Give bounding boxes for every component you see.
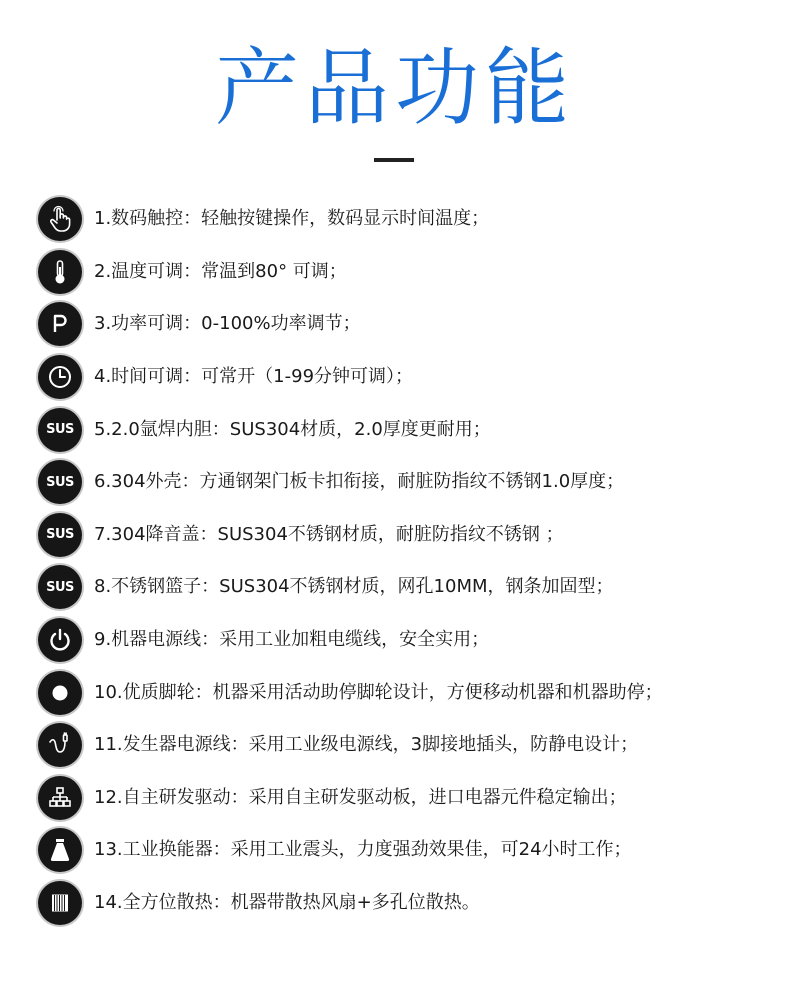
feature-text: 13.工业换能器：采用工业震头，力度强劲效果佳，可24小时工作； xyxy=(94,839,632,861)
flask-icon xyxy=(38,828,82,872)
sus-icon xyxy=(38,513,82,557)
feature-text: 7.304降音盖：SUS304不锈钢材质，耐脏防指纹不锈钢 ； xyxy=(94,523,564,545)
network-icon xyxy=(38,776,82,820)
sus-icon xyxy=(38,408,82,452)
wheel-icon xyxy=(38,671,82,715)
feature-item-liner xyxy=(36,403,776,456)
feature-list xyxy=(36,193,776,929)
feature-item-power-cord xyxy=(36,614,776,667)
sus-icon xyxy=(38,565,82,609)
hand-touch-icon xyxy=(38,197,82,241)
sus-badge-text: SUS xyxy=(46,527,74,543)
thermometer-icon xyxy=(38,250,82,294)
feature-text: 1.数码触控：轻触按键操作，数码显示时间温度； xyxy=(94,208,490,230)
feature-item-lid xyxy=(36,509,776,562)
power-button-icon xyxy=(38,618,82,662)
feature-item-temperature xyxy=(36,246,776,299)
feature-item-transducer xyxy=(36,824,776,877)
page-title: 产品功能 xyxy=(214,39,575,137)
feature-text: 14.全方位散热：机器带散热风扇+多孔位散热。 xyxy=(94,892,480,914)
feature-text: 12.自主研发驱动：采用自主研发驱动板，进口电器元件稳定输出； xyxy=(94,786,627,808)
feature-text: 5.2.0氩焊内胆：SUS304材质，2.0厚度更耐用； xyxy=(94,418,491,440)
feature-text: 3.功率可调：0-100%功率调节； xyxy=(94,313,361,335)
feature-text: 10.优质脚轮：机器采用活动助停脚轮设计，方便移动机器和机器助停； xyxy=(94,681,663,703)
feature-item-touch xyxy=(36,193,776,246)
feature-item-driver xyxy=(36,772,776,825)
feature-text: 11.发生器电源线：采用工业级电源线，3脚接地插头，防静电设计； xyxy=(94,734,639,756)
sus-badge-text: SUS xyxy=(46,474,74,490)
feature-item-casters xyxy=(36,666,776,719)
sus-icon xyxy=(38,460,82,504)
feature-item-shell xyxy=(36,456,776,509)
clock-icon xyxy=(38,355,82,399)
feature-text: 9.机器电源线：采用工业加粗电缆线，安全实用； xyxy=(94,629,490,651)
feature-text: 2.温度可调：常温到80° 可调； xyxy=(94,260,347,282)
fan-grille-icon xyxy=(38,881,82,925)
feature-item-time xyxy=(36,351,776,404)
sus-badge-text: SUS xyxy=(46,579,74,595)
feature-item-basket xyxy=(36,561,776,614)
feature-item-cooling xyxy=(36,877,776,930)
feature-item-power xyxy=(36,298,776,351)
power-p-icon xyxy=(38,302,82,346)
feature-text: 6.304外壳：方通钢架门板卡扣衔接，耐脏防指纹不锈钢1.0厚度； xyxy=(94,471,625,493)
title-underline xyxy=(374,158,414,162)
feature-text: 8.不锈钢篮子：SUS304不锈钢材质，网孔10MM，钢条加固型； xyxy=(94,576,614,598)
feature-text: 4.时间可调：可常开（1-99分钟可调）； xyxy=(94,366,414,388)
sus-badge-text: SUS xyxy=(46,422,74,438)
feature-item-generator-cord xyxy=(36,719,776,772)
cable-icon xyxy=(38,723,82,767)
